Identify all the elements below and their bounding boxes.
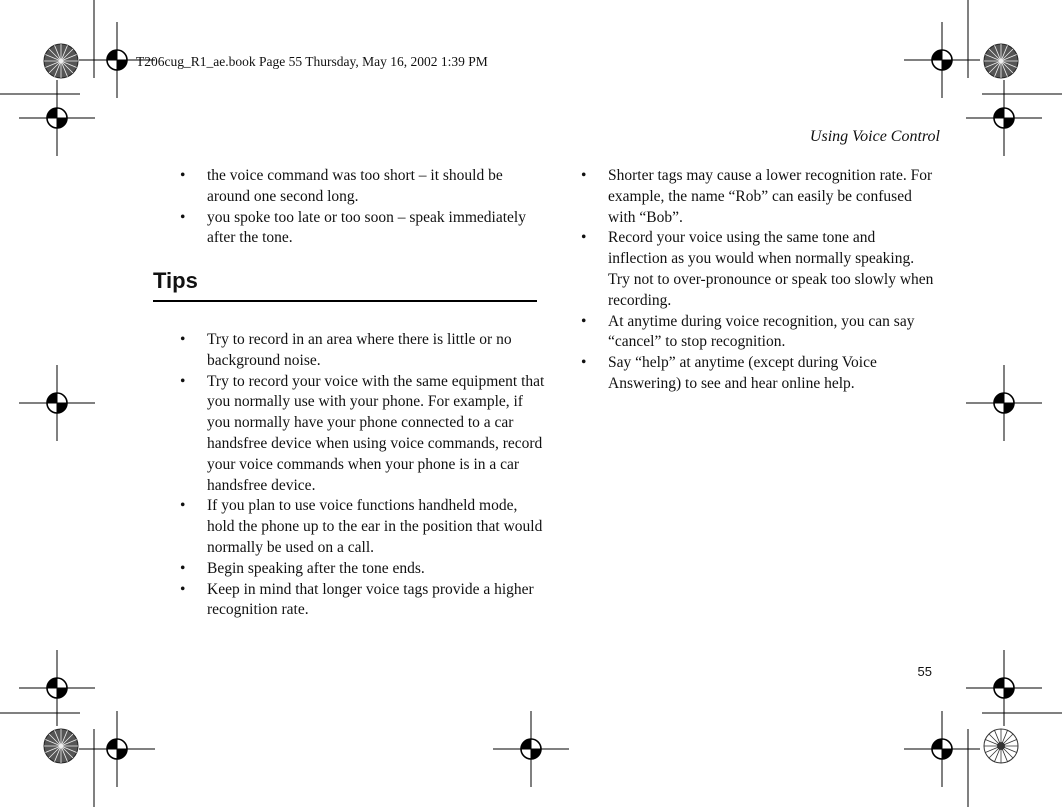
list-item: [176, 496, 546, 558]
bullet-icon: •: [180, 167, 186, 184]
tips-bullet-list-left: [176, 330, 546, 621]
registration-mark-icon: [966, 365, 1042, 441]
list-item: [176, 372, 546, 497]
bullet-icon: •: [180, 372, 186, 390]
bullet-icon: •: [581, 354, 587, 372]
list-item-text: Say “help” at anytime (except during Voice Answering) to see and hear online help.: [608, 354, 877, 392]
list-item-text: Try to record your voice with the same equipment that you normally use with your phone. For example, if you normally have your phone connected to a car handsfree device when using voice commands, record your voice commands when your phone is in a car handsfree device.: [207, 372, 545, 494]
bullet-icon: •: [180, 559, 186, 577]
corner-target-icon: [984, 44, 1018, 78]
list-item-text: Shorter tags may cause a lower recognition rate. For example, the name “Rob” can easily be confused with “Bob”.: [608, 167, 933, 226]
bullet-icon: •: [581, 312, 587, 330]
bullet-icon: •: [581, 167, 587, 184]
list-item-text: the voice command was too short – it should be around one second long.: [207, 167, 503, 205]
corner-target-icon: [984, 729, 1018, 763]
list-item: [577, 312, 937, 354]
list-item: [176, 166, 546, 208]
list-item-text: Record your voice using the same tone and inflection as you would when normally speaking. Try not to over-pronounce or speak too slowly when recording.: [608, 229, 934, 309]
list-item: [577, 353, 937, 395]
list-item: [176, 559, 546, 580]
list-item-text: At anytime during voice recognition, you can say “cancel” to stop recognition.: [608, 312, 915, 351]
list-item: [577, 166, 937, 228]
registration-mark-icon: [79, 711, 155, 787]
list-item-text: If you plan to use voice functions handheld mode, hold the phone up to the ear in the position that would normally be used on a call.: [207, 497, 543, 556]
list-item: [176, 330, 546, 372]
registration-mark-icon: [19, 650, 95, 726]
corner-target-icon: [44, 729, 78, 763]
page-number: 55: [917, 664, 932, 679]
registration-mark-icon: [19, 80, 95, 156]
registration-mark-icon: [19, 365, 95, 441]
running-header: Using Voice Control: [809, 128, 940, 145]
list-item: [176, 580, 546, 622]
print-slug: T206cug_R1_ae.book Page 55 Thursday, May 16, 2002 1:39 PM: [136, 54, 488, 69]
bullet-icon: •: [180, 331, 186, 348]
list-item: [577, 228, 937, 311]
bullet-icon: •: [180, 208, 186, 226]
bullet-icon: •: [581, 229, 587, 247]
bullet-icon: •: [180, 497, 186, 515]
heading-rule: [153, 300, 537, 302]
registration-mark-icon: [904, 22, 980, 98]
list-item-text: Try to record in an area where there is little or no background noise.: [207, 331, 512, 369]
intro-bullet-list: [176, 166, 546, 249]
tips-bullet-list-right: [577, 166, 937, 395]
list-item-text: Keep in mind that longer voice tags provide a higher recognition rate.: [207, 580, 534, 619]
corner-target-icon: [44, 44, 78, 78]
list-item-text: Begin speaking after the tone ends.: [207, 559, 425, 577]
registration-mark-icon: [966, 80, 1042, 156]
bullet-icon: •: [180, 580, 186, 598]
registration-mark-icon: [966, 650, 1042, 726]
section-heading: Tips: [153, 268, 198, 293]
registration-mark-icon: [493, 711, 569, 787]
list-item-text: you spoke too late or too soon – speak immediately after the tone.: [207, 208, 526, 247]
registration-mark-icon: [904, 711, 980, 787]
list-item: [176, 208, 546, 250]
